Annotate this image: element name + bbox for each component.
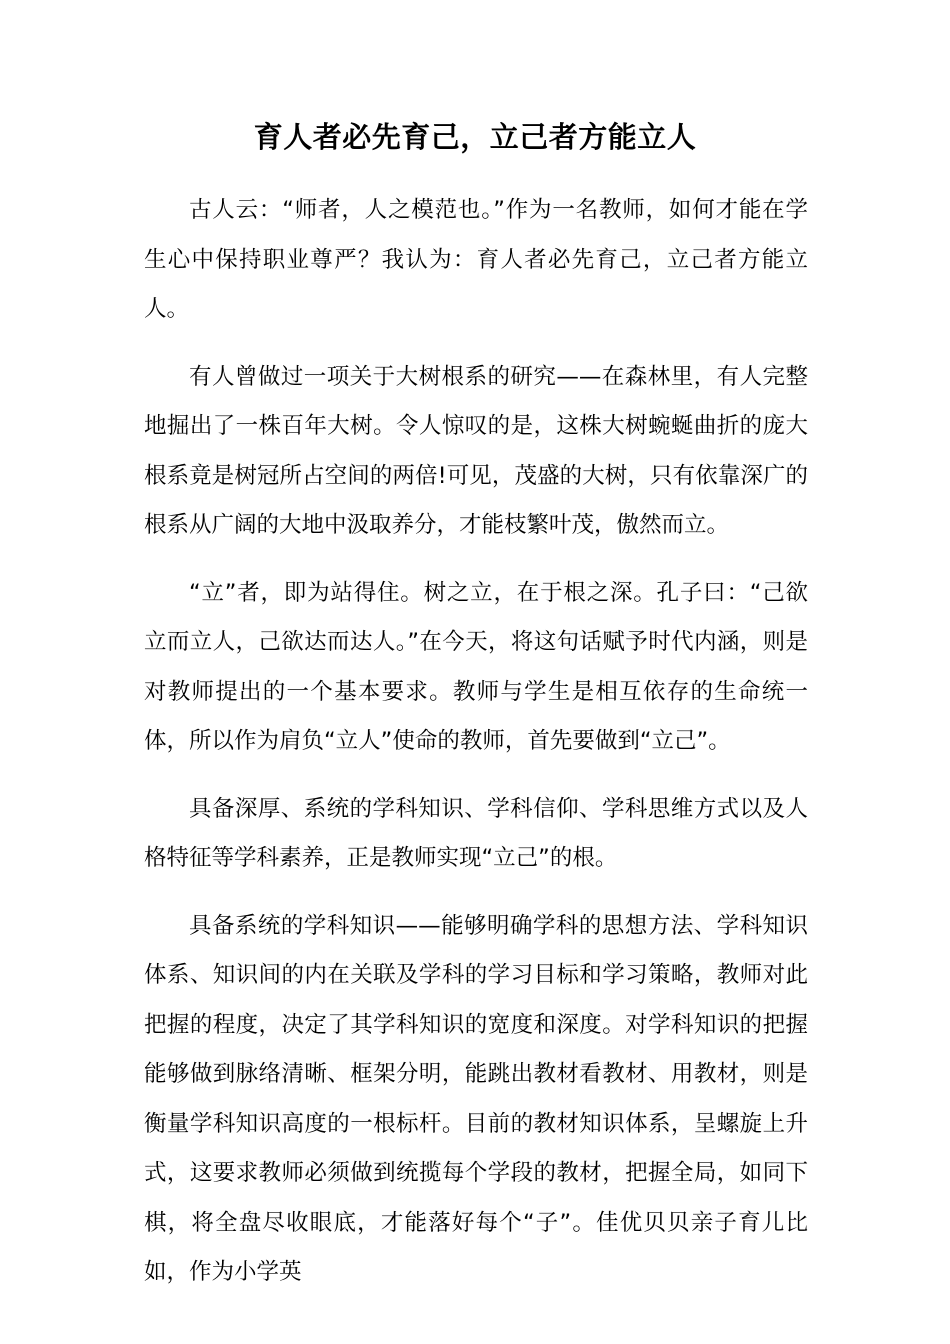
paragraph-2: 有人曾做过一项关于大树根系的研究——在森林里，有人完整地掘出了一株百年大树。令人惊叹的是，这株大树蜿蜒曲折的庞大根系竟是树冠所占空间的两倍!可见，茂盛的大树，只有依靠深广的根系从广阔的大地中汲取养分，才能枝繁叶茂，傲然而立。 (144, 363, 808, 538)
paragraph-5: 具备系统的学科知识——能够明确学科的思想方法、学科知识体系、知识间的内在关联及学科的学习目标和学习策略，教师对此把握的程度，决定了其学科知识的宽度和深度。对学科知识的把握能够做到脉络清晰、框架分明，能跳出教材看教材、用教材，则是衡量学科知识高度的一根标杆。目前的教材知识体系，呈螺旋上升式，这要求教师必须做到统揽每个学段的教材，把握全局，如同下棋，将全盘尽收眼底，才能落好每个“子”。佳优贝贝亲子育儿比如，作为小学英 (144, 912, 808, 1285)
document-body (144, 186, 808, 1316)
paragraph-4: 具备深厚、系统的学科知识、学科信仰、学科思维方式以及人格特征等学科素养，正是教师实现“立己”的根。 (144, 795, 808, 871)
paragraph-1: 古人云：“师者，人之模范也。”作为一名教师，如何才能在学生心中保持职业尊严？我认为：育人者必先育己，立己者方能立人。 (144, 197, 808, 322)
document-title: 育人者必先育己，立己者方能立人 (253, 120, 697, 154)
paragraph-3: “立”者，即为站得住。树之立，在于根之深。孔子曰：“己欲立而立人，己欲达而达人。”在今天，将这句话赋予时代内涵，则是对教师提出的一个基本要求。教师与学生是相互依存的生命统一体，所以作为肩负“立人”使命的教师，首先要做到“立己”。 (144, 579, 808, 754)
